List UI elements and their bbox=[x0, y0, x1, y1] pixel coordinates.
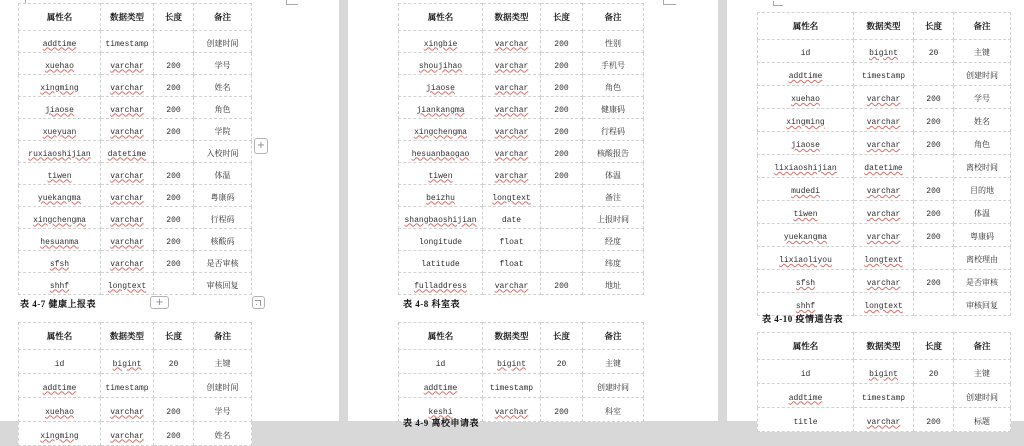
table-caption[interactable]: 表 4-8 科室表 bbox=[403, 299, 460, 309]
table-row bbox=[399, 251, 644, 273]
length-cell[interactable] bbox=[154, 31, 194, 53]
field-name-cell[interactable]: jiaose bbox=[399, 75, 483, 97]
table-row bbox=[758, 40, 1011, 63]
table-row bbox=[19, 185, 252, 207]
column-header[interactable]: 长度 bbox=[154, 4, 194, 31]
table-row bbox=[399, 229, 644, 251]
length-cell[interactable] bbox=[541, 251, 583, 273]
length-cell[interactable] bbox=[541, 185, 583, 207]
column-header[interactable]: 数据类型 bbox=[483, 323, 541, 350]
field-name-cell[interactable]: hesuanma bbox=[19, 229, 101, 251]
remark-cell[interactable]: 角色 bbox=[954, 132, 1011, 155]
length-cell[interactable]: 200 bbox=[154, 229, 194, 251]
column-header[interactable]: 长度 bbox=[541, 4, 583, 31]
length-cell[interactable] bbox=[541, 229, 583, 251]
data-type-cell[interactable]: varchar bbox=[483, 75, 541, 97]
remark-cell[interactable]: 粤康码 bbox=[954, 224, 1011, 247]
column-header[interactable]: 属性名 bbox=[399, 323, 483, 350]
table-header-row bbox=[758, 13, 1011, 40]
remark-cell[interactable]: 离校时间 bbox=[954, 155, 1011, 178]
table-row bbox=[758, 201, 1011, 224]
remark-cell[interactable]: 是否审核 bbox=[194, 251, 252, 273]
table-row bbox=[19, 75, 252, 97]
field-name-cell[interactable]: yuekangma bbox=[19, 185, 101, 207]
table-row bbox=[399, 53, 644, 75]
table-row bbox=[758, 178, 1011, 201]
remark-cell[interactable]: 体温 bbox=[583, 163, 644, 185]
length-cell[interactable]: 200 bbox=[914, 270, 954, 293]
data-type-cell[interactable]: date bbox=[483, 207, 541, 229]
data-type-cell[interactable]: varchar bbox=[854, 178, 914, 201]
remark-cell[interactable]: 性别 bbox=[583, 31, 644, 53]
table-row bbox=[399, 119, 644, 141]
remark-cell[interactable]: 粤康码 bbox=[194, 185, 252, 207]
remark-cell[interactable]: 姓名 bbox=[954, 109, 1011, 132]
table-caption[interactable]: 表 4-7 健康上报表 bbox=[20, 299, 96, 309]
db-table-notice bbox=[757, 332, 1011, 432]
length-cell[interactable]: 200 bbox=[154, 207, 194, 229]
remark-cell[interactable]: 学号 bbox=[194, 53, 252, 75]
data-type-cell[interactable]: float bbox=[483, 251, 541, 273]
field-name-cell[interactable]: shoujihao bbox=[399, 53, 483, 75]
data-type-cell[interactable]: varchar bbox=[101, 229, 154, 251]
remark-cell[interactable]: 创建时间 bbox=[194, 31, 252, 53]
field-name-cell[interactable]: hesuanbaogao bbox=[399, 141, 483, 163]
field-name-cell[interactable]: xingming bbox=[19, 422, 101, 446]
table-row bbox=[19, 422, 252, 446]
length-cell[interactable]: 200 bbox=[541, 97, 583, 119]
data-type-cell[interactable]: varchar bbox=[854, 109, 914, 132]
data-type-cell[interactable]: varchar bbox=[101, 97, 154, 119]
length-cell[interactable]: 200 bbox=[914, 178, 954, 201]
table-header-row bbox=[19, 4, 252, 31]
field-name-cell[interactable]: mudedi bbox=[758, 178, 854, 201]
db-table-department bbox=[398, 322, 644, 422]
table-row bbox=[758, 63, 1011, 86]
table-caption[interactable]: 表 4-10 疫情通告表 bbox=[762, 314, 843, 324]
column-header[interactable]: 备注 bbox=[194, 323, 252, 350]
data-type-cell[interactable]: bigint bbox=[483, 350, 541, 374]
text-boundary-mark bbox=[663, 0, 676, 5]
remark-cell[interactable]: 健康码 bbox=[583, 97, 644, 119]
table-row bbox=[758, 132, 1011, 155]
table-row bbox=[399, 163, 644, 185]
data-type-cell[interactable]: timestamp bbox=[101, 31, 154, 53]
remark-cell[interactable]: 是否审核 bbox=[954, 270, 1011, 293]
remark-cell[interactable]: 姓名 bbox=[194, 422, 252, 446]
field-name-cell[interactable]: id bbox=[19, 350, 101, 374]
data-type-cell[interactable]: longtext bbox=[854, 293, 914, 316]
length-cell[interactable]: 200 bbox=[154, 163, 194, 185]
column-header[interactable]: 长度 bbox=[541, 323, 583, 350]
data-type-cell[interactable]: varchar bbox=[483, 273, 541, 295]
remark-cell[interactable]: 科室 bbox=[583, 398, 644, 422]
table-row bbox=[399, 185, 644, 207]
length-cell[interactable] bbox=[541, 207, 583, 229]
table-row bbox=[19, 229, 252, 251]
insert-row-plus-button[interactable]: + bbox=[254, 138, 268, 154]
field-name-cell[interactable]: xuehao bbox=[758, 86, 854, 109]
column-header[interactable]: 属性名 bbox=[19, 323, 101, 350]
length-cell[interactable]: 200 bbox=[541, 31, 583, 53]
remark-cell[interactable]: 备注 bbox=[583, 185, 644, 207]
length-cell[interactable] bbox=[914, 63, 954, 86]
table-row bbox=[758, 360, 1011, 384]
column-header[interactable]: 属性名 bbox=[758, 13, 854, 40]
table-row bbox=[758, 408, 1011, 432]
length-cell[interactable] bbox=[914, 293, 954, 316]
field-name-cell[interactable]: xingchengma bbox=[399, 119, 483, 141]
field-name-cell[interactable]: tiwen bbox=[19, 163, 101, 185]
db-table-leave-school bbox=[757, 12, 1011, 316]
table-row bbox=[758, 155, 1011, 178]
length-cell[interactable]: 200 bbox=[914, 408, 954, 432]
data-type-cell[interactable]: varchar bbox=[101, 185, 154, 207]
table-row bbox=[399, 141, 644, 163]
table-row bbox=[19, 398, 252, 422]
length-cell[interactable]: 200 bbox=[914, 86, 954, 109]
length-cell[interactable]: 200 bbox=[541, 53, 583, 75]
field-name-cell[interactable]: latitude bbox=[399, 251, 483, 273]
table-row bbox=[399, 97, 644, 119]
document-page-3 bbox=[727, 0, 1024, 427]
remark-cell[interactable]: 行程码 bbox=[583, 119, 644, 141]
table-row bbox=[758, 384, 1011, 408]
length-cell[interactable]: 200 bbox=[541, 273, 583, 295]
length-cell[interactable]: 200 bbox=[154, 119, 194, 141]
column-header[interactable]: 备注 bbox=[194, 4, 252, 31]
remark-cell[interactable]: 纬度 bbox=[583, 251, 644, 273]
data-type-cell[interactable]: varchar bbox=[483, 119, 541, 141]
data-type-cell[interactable]: timestamp bbox=[854, 384, 914, 408]
remark-cell[interactable]: 体温 bbox=[954, 201, 1011, 224]
length-cell[interactable] bbox=[154, 141, 194, 163]
column-header[interactable]: 属性名 bbox=[399, 4, 483, 31]
length-cell[interactable]: 200 bbox=[154, 53, 194, 75]
field-name-cell[interactable]: id bbox=[758, 360, 854, 384]
table-resize-icon[interactable] bbox=[252, 296, 265, 309]
table-row bbox=[19, 207, 252, 229]
remark-cell[interactable]: 姓名 bbox=[194, 75, 252, 97]
length-cell[interactable]: 200 bbox=[541, 163, 583, 185]
data-type-cell[interactable]: varchar bbox=[101, 207, 154, 229]
field-name-cell[interactable]: id bbox=[758, 40, 854, 63]
remark-cell[interactable]: 离校理由 bbox=[954, 247, 1011, 270]
remark-cell[interactable]: 学院 bbox=[194, 119, 252, 141]
length-cell[interactable]: 200 bbox=[154, 422, 194, 446]
length-cell[interactable] bbox=[541, 374, 583, 398]
length-cell[interactable]: 20 bbox=[541, 350, 583, 374]
data-type-cell[interactable]: varchar bbox=[854, 408, 914, 432]
data-type-cell[interactable]: longtext bbox=[483, 185, 541, 207]
table-header-row bbox=[758, 333, 1011, 360]
data-type-cell[interactable]: bigint bbox=[854, 360, 914, 384]
length-cell[interactable]: 200 bbox=[541, 141, 583, 163]
remark-cell[interactable]: 上报时间 bbox=[583, 207, 644, 229]
data-type-cell[interactable]: varchar bbox=[101, 75, 154, 97]
table-row bbox=[19, 350, 252, 374]
table-row bbox=[19, 97, 252, 119]
table-row bbox=[19, 251, 252, 273]
table-row bbox=[19, 119, 252, 141]
remark-cell[interactable]: 核酸码 bbox=[194, 229, 252, 251]
data-type-cell[interactable]: varchar bbox=[483, 398, 541, 422]
table-row bbox=[399, 273, 644, 295]
table-row bbox=[758, 270, 1011, 293]
data-type-cell[interactable]: varchar bbox=[483, 31, 541, 53]
table-row bbox=[758, 224, 1011, 247]
table-row bbox=[399, 31, 644, 53]
data-type-cell[interactable]: timestamp bbox=[101, 374, 154, 398]
length-cell[interactable]: 200 bbox=[154, 75, 194, 97]
table-row bbox=[19, 163, 252, 185]
field-name-cell[interactable]: lixiaoshijian bbox=[758, 155, 854, 178]
data-type-cell[interactable]: varchar bbox=[854, 201, 914, 224]
field-name-cell[interactable]: shhf bbox=[758, 293, 854, 316]
field-name-cell[interactable]: tiwen bbox=[399, 163, 483, 185]
field-name-cell[interactable]: jiaose bbox=[758, 132, 854, 155]
field-name-cell[interactable]: xingming bbox=[19, 75, 101, 97]
text-boundary-mark bbox=[773, 1, 783, 6]
field-name-cell[interactable]: jiaose bbox=[19, 97, 101, 119]
data-type-cell[interactable]: longtext bbox=[101, 273, 154, 295]
remark-cell[interactable]: 主键 bbox=[194, 350, 252, 374]
field-name-cell[interactable]: longitude bbox=[399, 229, 483, 251]
caption-plus-button[interactable]: + bbox=[150, 296, 169, 309]
remark-cell[interactable]: 创建时间 bbox=[954, 63, 1011, 86]
document-page-1 bbox=[0, 0, 339, 441]
column-header[interactable]: 数据类型 bbox=[101, 4, 154, 31]
table-caption-partial[interactable]: 表 4-9 离校申请表 bbox=[403, 418, 479, 428]
data-type-cell[interactable]: varchar bbox=[101, 422, 154, 446]
field-name-cell[interactable]: addtime bbox=[19, 31, 101, 53]
length-cell[interactable] bbox=[154, 273, 194, 295]
remark-cell[interactable]: 地址 bbox=[583, 273, 644, 295]
table-row bbox=[758, 86, 1011, 109]
table-row bbox=[399, 374, 644, 398]
column-header[interactable]: 备注 bbox=[954, 13, 1011, 40]
column-header[interactable]: 数据类型 bbox=[101, 323, 154, 350]
table-row bbox=[399, 75, 644, 97]
field-name-cell[interactable]: title bbox=[758, 408, 854, 432]
field-name-cell[interactable]: ruxiaoshijian bbox=[19, 141, 101, 163]
field-name-cell[interactable]: shhf bbox=[19, 273, 101, 295]
table-row bbox=[19, 374, 252, 398]
table-row bbox=[19, 31, 252, 53]
text-boundary-mark bbox=[286, 0, 298, 5]
data-type-cell[interactable]: datetime bbox=[101, 141, 154, 163]
field-name-cell[interactable]: addtime bbox=[399, 374, 483, 398]
data-type-cell[interactable]: varchar bbox=[854, 224, 914, 247]
remark-cell[interactable]: 主键 bbox=[954, 360, 1011, 384]
data-type-cell[interactable]: varchar bbox=[483, 141, 541, 163]
data-type-cell[interactable]: varchar bbox=[483, 97, 541, 119]
field-name-cell[interactable]: addtime bbox=[758, 384, 854, 408]
data-type-cell[interactable]: varchar bbox=[483, 163, 541, 185]
remark-cell[interactable]: 体温 bbox=[194, 163, 252, 185]
corner-glyph bbox=[255, 300, 261, 306]
db-table-health-report bbox=[18, 3, 252, 295]
table-row bbox=[399, 207, 644, 229]
remark-cell[interactable]: 经度 bbox=[583, 229, 644, 251]
field-name-cell[interactable]: xuehao bbox=[19, 398, 101, 422]
remark-cell[interactable]: 学号 bbox=[954, 86, 1011, 109]
table-header-row bbox=[399, 323, 644, 350]
column-header[interactable]: 数据类型 bbox=[854, 333, 914, 360]
data-type-cell[interactable]: varchar bbox=[854, 86, 914, 109]
data-type-cell[interactable]: varchar bbox=[101, 398, 154, 422]
remark-cell[interactable]: 创建时间 bbox=[583, 374, 644, 398]
remark-cell[interactable]: 创建时间 bbox=[954, 384, 1011, 408]
column-header[interactable]: 长度 bbox=[914, 333, 954, 360]
field-name-cell[interactable]: yuekangma bbox=[758, 224, 854, 247]
field-name-cell[interactable]: shangbaoshijian bbox=[399, 207, 483, 229]
table-row bbox=[399, 350, 644, 374]
length-cell[interactable]: 200 bbox=[914, 132, 954, 155]
column-header[interactable]: 属性名 bbox=[19, 4, 101, 31]
column-header[interactable]: 属性名 bbox=[758, 333, 854, 360]
field-name-cell[interactable]: fulladdress bbox=[399, 273, 483, 295]
remark-cell[interactable]: 入校时间 bbox=[194, 141, 252, 163]
length-cell[interactable]: 20 bbox=[914, 40, 954, 63]
length-cell[interactable]: 200 bbox=[914, 201, 954, 224]
field-name-cell[interactable]: xingchengma bbox=[19, 207, 101, 229]
data-type-cell[interactable]: longtext bbox=[854, 247, 914, 270]
table-row bbox=[758, 247, 1011, 270]
data-type-cell[interactable]: datetime bbox=[854, 155, 914, 178]
data-type-cell[interactable]: varchar bbox=[854, 132, 914, 155]
field-name-cell[interactable]: beizhu bbox=[399, 185, 483, 207]
document-page-2 bbox=[348, 0, 718, 428]
remark-cell[interactable]: 角色 bbox=[583, 75, 644, 97]
data-type-cell[interactable]: varchar bbox=[483, 53, 541, 75]
data-type-cell[interactable]: bigint bbox=[101, 350, 154, 374]
length-cell[interactable]: 200 bbox=[914, 109, 954, 132]
table-row bbox=[19, 273, 252, 295]
column-header[interactable]: 备注 bbox=[583, 4, 644, 31]
data-type-cell[interactable]: float bbox=[483, 229, 541, 251]
table-row bbox=[758, 109, 1011, 132]
length-cell[interactable]: 20 bbox=[154, 350, 194, 374]
db-table-report-detail bbox=[398, 3, 644, 295]
length-cell[interactable]: 200 bbox=[154, 185, 194, 207]
remark-cell[interactable]: 主键 bbox=[583, 350, 644, 374]
table-row bbox=[19, 141, 252, 163]
remark-cell[interactable]: 审核回复 bbox=[954, 293, 1011, 316]
column-header[interactable]: 备注 bbox=[954, 333, 1011, 360]
remark-cell[interactable]: 主键 bbox=[954, 40, 1011, 63]
data-type-cell[interactable]: bigint bbox=[854, 40, 914, 63]
data-type-cell[interactable]: timestamp bbox=[854, 63, 914, 86]
column-header[interactable]: 长度 bbox=[914, 13, 954, 40]
data-type-cell[interactable]: varchar bbox=[101, 53, 154, 75]
length-cell[interactable] bbox=[914, 384, 954, 408]
remark-cell[interactable]: 学号 bbox=[194, 398, 252, 422]
field-name-cell[interactable]: xingbie bbox=[399, 31, 483, 53]
length-cell[interactable] bbox=[154, 374, 194, 398]
length-cell[interactable]: 200 bbox=[914, 224, 954, 247]
field-name-cell[interactable]: lixiaoliyou bbox=[758, 247, 854, 270]
column-header[interactable]: 数据类型 bbox=[483, 4, 541, 31]
remark-cell[interactable]: 核酸报告 bbox=[583, 141, 644, 163]
field-name-cell[interactable]: xuehao bbox=[19, 53, 101, 75]
remark-cell[interactable]: 手机号 bbox=[583, 53, 644, 75]
field-name-cell[interactable]: keshi bbox=[399, 398, 483, 422]
remark-cell[interactable]: 审核回复 bbox=[194, 273, 252, 295]
length-cell[interactable]: 200 bbox=[154, 251, 194, 273]
field-name-cell[interactable]: id bbox=[399, 350, 483, 374]
remark-cell[interactable]: 目的地 bbox=[954, 178, 1011, 201]
length-cell[interactable] bbox=[914, 155, 954, 178]
remark-cell[interactable]: 创建时间 bbox=[194, 374, 252, 398]
column-header[interactable]: 长度 bbox=[154, 323, 194, 350]
field-name-cell[interactable]: xingming bbox=[758, 109, 854, 132]
length-cell[interactable]: 20 bbox=[914, 360, 954, 384]
remark-cell[interactable]: 角色 bbox=[194, 97, 252, 119]
field-name-cell[interactable]: addtime bbox=[758, 63, 854, 86]
data-type-cell[interactable]: varchar bbox=[101, 163, 154, 185]
data-type-cell[interactable]: timestamp bbox=[483, 374, 541, 398]
table-header-row bbox=[19, 323, 252, 350]
field-name-cell[interactable]: sfsh bbox=[758, 270, 854, 293]
field-name-cell[interactable]: jiankangma bbox=[399, 97, 483, 119]
field-name-cell[interactable]: addtime bbox=[19, 374, 101, 398]
length-cell[interactable]: 200 bbox=[541, 75, 583, 97]
length-cell[interactable]: 200 bbox=[154, 398, 194, 422]
remark-cell[interactable]: 行程码 bbox=[194, 207, 252, 229]
field-name-cell[interactable]: tiwen bbox=[758, 201, 854, 224]
dot-glyph bbox=[256, 304, 257, 305]
table-row bbox=[19, 53, 252, 75]
db-table-health-report-2 bbox=[18, 322, 252, 446]
length-cell[interactable]: 200 bbox=[541, 119, 583, 141]
table-header-row bbox=[399, 4, 644, 31]
field-name-cell[interactable]: xueyuan bbox=[19, 119, 101, 141]
field-name-cell[interactable]: sfsh bbox=[19, 251, 101, 273]
data-type-cell[interactable]: varchar bbox=[101, 251, 154, 273]
data-type-cell[interactable]: varchar bbox=[101, 119, 154, 141]
remark-cell[interactable]: 标题 bbox=[954, 408, 1011, 432]
column-header[interactable]: 备注 bbox=[583, 323, 644, 350]
length-cell[interactable]: 200 bbox=[154, 97, 194, 119]
length-cell[interactable]: 200 bbox=[541, 398, 583, 422]
length-cell[interactable] bbox=[914, 247, 954, 270]
column-header[interactable]: 数据类型 bbox=[854, 13, 914, 40]
data-type-cell[interactable]: varchar bbox=[854, 270, 914, 293]
